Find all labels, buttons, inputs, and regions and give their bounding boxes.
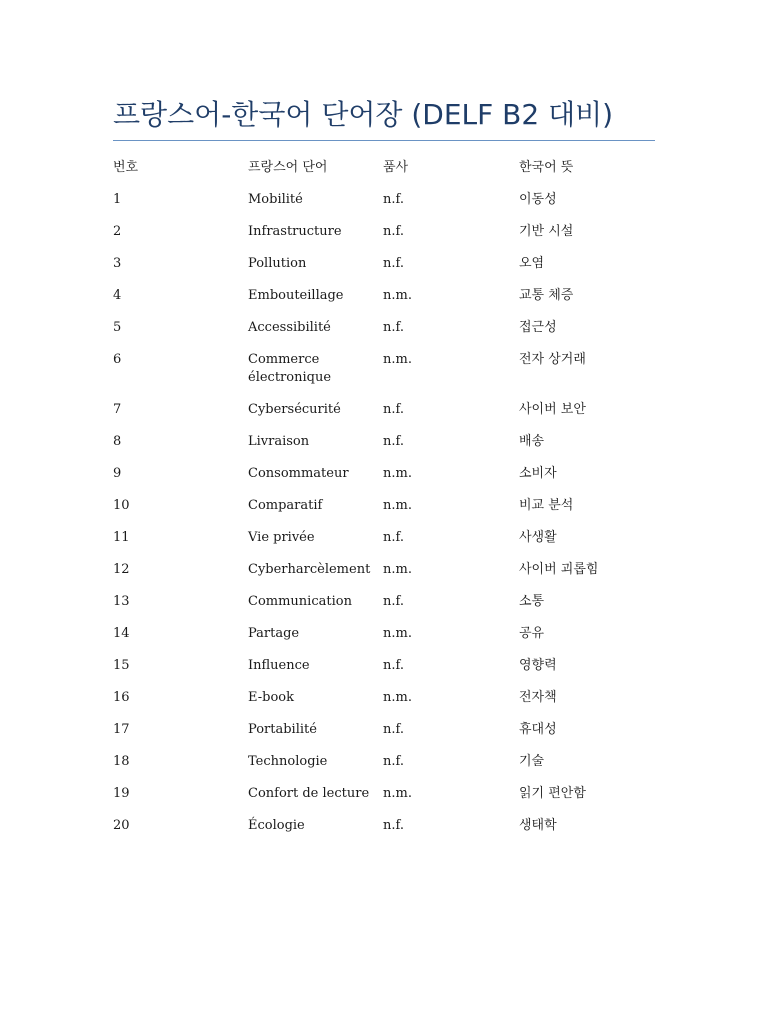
korean-meaning: 읽기 편안함	[519, 786, 586, 801]
row-number: 8	[113, 434, 122, 449]
table-row	[113, 426, 655, 458]
part-of-speech: n.m.	[383, 690, 412, 705]
table-row	[113, 778, 655, 810]
french-word: Livraison	[248, 434, 310, 449]
row-number: 5	[113, 320, 122, 335]
row-number: 11	[113, 530, 130, 545]
french-word: Confort de lecture	[248, 786, 370, 801]
korean-meaning: 생태학	[519, 818, 557, 833]
header-part-of-speech: 품사	[383, 160, 409, 175]
table-row	[113, 248, 655, 280]
row-number: 3	[113, 256, 122, 271]
part-of-speech: n.m.	[383, 498, 412, 513]
row-number: 12	[113, 562, 130, 577]
row-number: 2	[113, 224, 122, 239]
french-word: Consommateur	[248, 466, 349, 481]
french-word: Vie privée	[248, 530, 315, 545]
row-number: 18	[113, 754, 130, 769]
row-number: 17	[113, 722, 130, 737]
table-row	[113, 586, 655, 618]
part-of-speech: n.f.	[383, 256, 404, 271]
french-word: Cyberharcèlement	[248, 562, 371, 577]
korean-meaning: 배송	[519, 434, 545, 449]
part-of-speech: n.f.	[383, 722, 404, 737]
korean-meaning: 전자 상거래	[519, 352, 586, 367]
korean-meaning: 기술	[519, 754, 545, 769]
korean-meaning: 영향력	[519, 658, 557, 673]
title-underline	[113, 140, 655, 141]
korean-meaning: 사생활	[519, 530, 557, 545]
part-of-speech: n.f.	[383, 818, 404, 833]
french-word: Accessibilité	[248, 320, 331, 335]
row-number: 1	[113, 192, 122, 207]
part-of-speech: n.m.	[383, 786, 412, 801]
french-word: Influence	[248, 658, 310, 673]
french-word: Technologie	[248, 754, 328, 769]
row-number: 9	[113, 466, 122, 481]
table-row	[113, 394, 655, 426]
french-word: Infrastructure	[248, 224, 342, 239]
korean-meaning: 소비자	[519, 466, 557, 481]
header-korean-meaning: 한국어 뜻	[519, 160, 574, 175]
korean-meaning: 기반 시설	[519, 224, 574, 239]
part-of-speech: n.f.	[383, 754, 404, 769]
korean-meaning: 사이버 보안	[519, 402, 586, 417]
table-header-row	[113, 152, 655, 184]
vocabulary-table	[113, 152, 655, 842]
part-of-speech: n.f.	[383, 594, 404, 609]
part-of-speech: n.f.	[383, 192, 404, 207]
table-row	[113, 682, 655, 714]
table-row	[113, 714, 655, 746]
korean-meaning: 교통 체증	[519, 288, 574, 303]
french-word: Commerce électronique	[248, 352, 332, 385]
korean-meaning: 비교 분석	[519, 498, 574, 513]
korean-meaning: 소통	[519, 594, 545, 609]
french-word: Partage	[248, 626, 300, 641]
row-number: 6	[113, 352, 122, 367]
french-word: E-book	[248, 690, 294, 705]
part-of-speech: n.f.	[383, 402, 404, 417]
header-french-word: 프랑스어 단어	[248, 160, 328, 175]
row-number: 4	[113, 288, 122, 303]
row-number: 7	[113, 402, 122, 417]
korean-meaning: 공유	[519, 626, 545, 641]
table-row	[113, 490, 655, 522]
table-row	[113, 746, 655, 778]
table-body	[113, 184, 655, 842]
table-row	[113, 810, 655, 842]
french-word: Embouteillage	[248, 288, 344, 303]
french-word: Écologie	[248, 818, 305, 833]
part-of-speech: n.f.	[383, 530, 404, 545]
french-word: Communication	[248, 594, 352, 609]
korean-meaning: 전자책	[519, 690, 557, 705]
table-row	[113, 618, 655, 650]
row-number: 19	[113, 786, 130, 801]
row-number: 14	[113, 626, 130, 641]
korean-meaning: 휴대성	[519, 722, 557, 737]
french-word: Mobilité	[248, 192, 303, 207]
table-row	[113, 312, 655, 344]
french-word: Portabilité	[248, 722, 317, 737]
table-row	[113, 458, 655, 490]
part-of-speech: n.m.	[383, 626, 412, 641]
part-of-speech: n.f.	[383, 224, 404, 239]
table-row	[113, 554, 655, 586]
part-of-speech: n.m.	[383, 288, 412, 303]
row-number: 10	[113, 498, 130, 513]
french-word: Cybersécurité	[248, 402, 341, 417]
korean-meaning: 이동성	[519, 192, 557, 207]
part-of-speech: n.m.	[383, 466, 412, 481]
table-row	[113, 184, 655, 216]
korean-meaning: 오염	[519, 256, 545, 271]
korean-meaning: 접근성	[519, 320, 557, 335]
french-word: Pollution	[248, 256, 307, 271]
part-of-speech: n.f.	[383, 434, 404, 449]
korean-meaning: 사이버 괴롭힘	[519, 562, 599, 577]
header-number: 번호	[113, 160, 139, 175]
document-title: 프랑스어-한국어 단어장 (DELF B2 대비)	[113, 98, 614, 131]
part-of-speech: n.f.	[383, 658, 404, 673]
row-number: 15	[113, 658, 130, 673]
part-of-speech: n.m.	[383, 562, 412, 577]
table-row	[113, 216, 655, 248]
table-row	[113, 522, 655, 554]
part-of-speech: n.m.	[383, 352, 412, 367]
row-number: 13	[113, 594, 130, 609]
row-number: 16	[113, 690, 130, 705]
part-of-speech: n.f.	[383, 320, 404, 335]
table-row	[113, 650, 655, 682]
table-row	[113, 344, 655, 394]
table-row	[113, 280, 655, 312]
french-word: Comparatif	[248, 498, 323, 513]
row-number: 20	[113, 818, 130, 833]
